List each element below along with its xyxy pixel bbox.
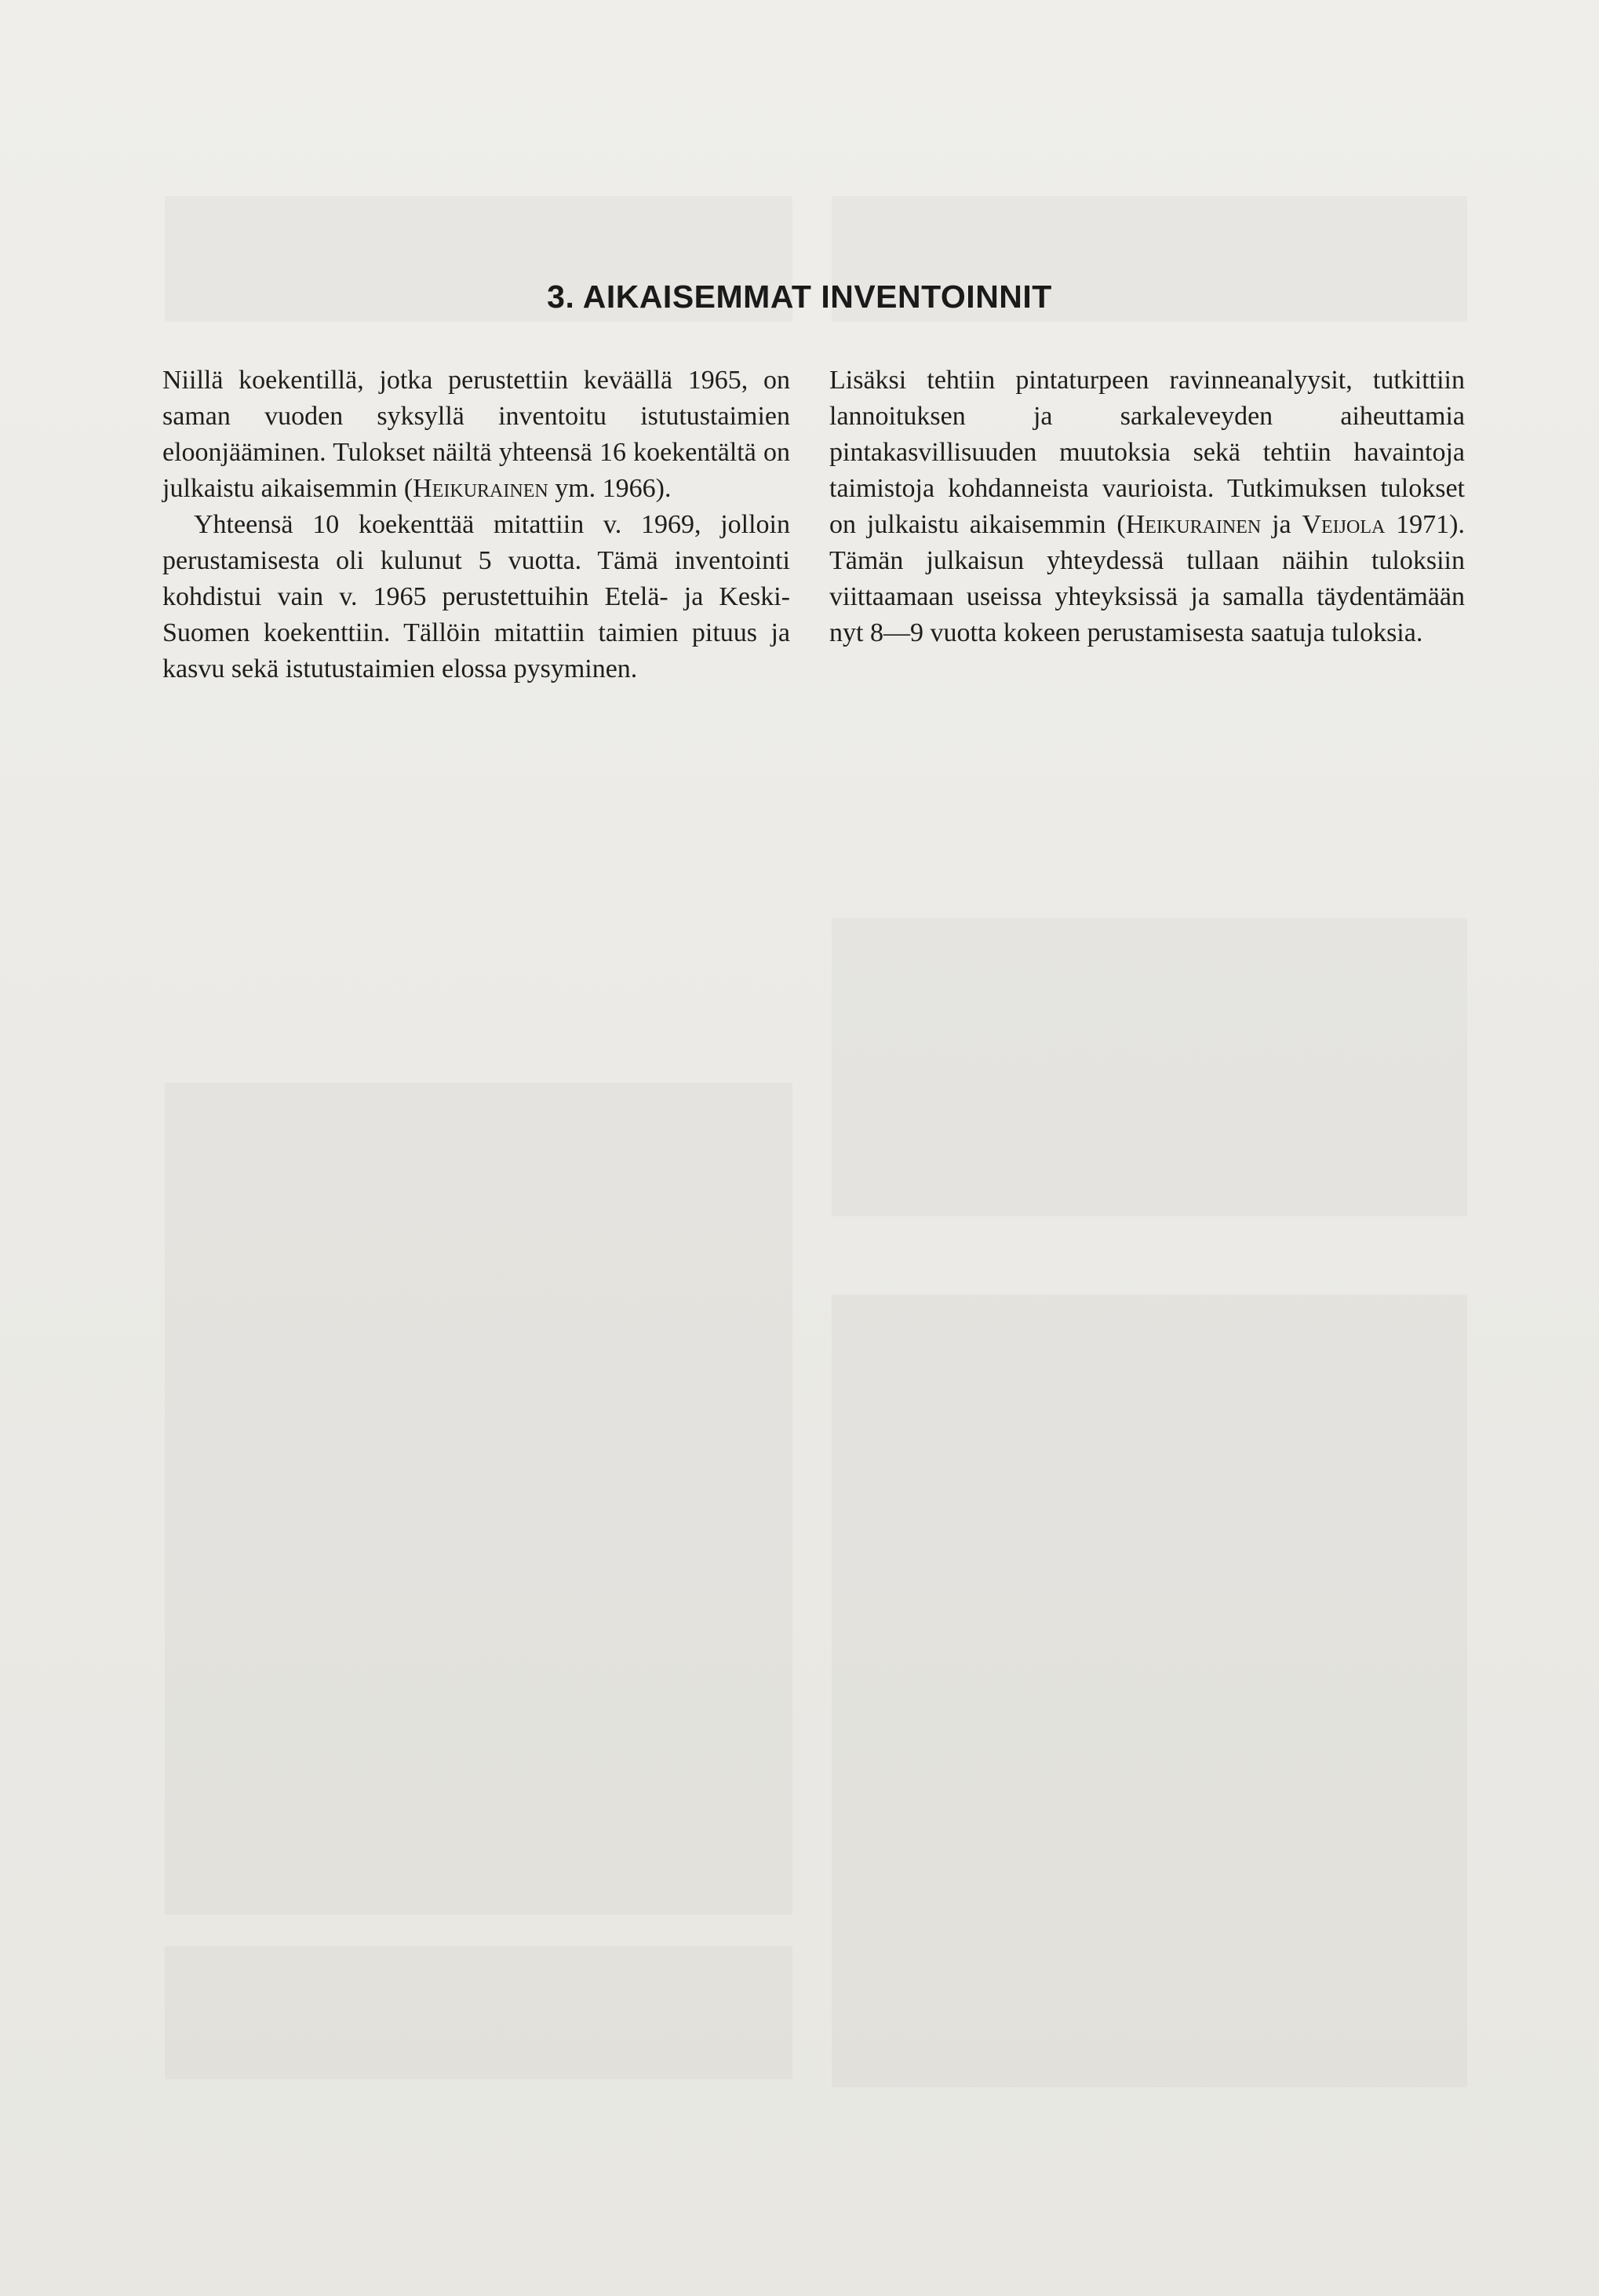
paragraph-text: ja: [1261, 510, 1302, 539]
bleed-through-caption-right: [832, 918, 1467, 1216]
paragraph-inventory-1969: Yhteensä 10 koekenttää mitattiin v. 1969, jolloin perustamisesta oli kulunut 5 vuotta. Tämä inventointi kohdistui vain v. 1965 perustettuihin Etelä- ja Keski-Suomen koekenttiin. Tällöin mitattiin taimien pituus ja kasvu sekä istutustaimien elossa pysyminen.: [162, 510, 790, 683]
author-citation: Heikurainen: [413, 474, 548, 503]
paragraph-text: ym. 1966).: [548, 474, 672, 503]
bleed-through-map: [165, 1083, 792, 1915]
bleed-through-text-lower-right: [832, 1295, 1467, 2087]
paragraph-inventory-1965: [162, 363, 790, 507]
paragraph-text: Lisäksi tehtiin pintaturpeen ravinneanalyysit, tutkittiin lannoituksen ja sarkaleveyden aiheuttamia pintakasvillisuuden muutoksia sekä tehtiin havaintoja taimistoja kohdanneista vaurioista. Tutkimuksen tulokset on julkaistu aikaisemmin (: [829, 366, 1465, 539]
paragraph-text: Niillä koekentillä, jotka perustettiin keväällä 1965, on saman vuoden syksyllä inventoitu istutustaimien eloonjääminen. Tulokset näiltä yhteensä 16 koekentältä on julkaistu aikaisemmin (: [162, 366, 790, 503]
paragraph-additional-studies: [829, 363, 1465, 651]
left-column: [162, 363, 790, 687]
paragraph-text: 1971). Tämän julkaisun yhteydessä tullaan näihin tuloksiin viittaamaan useissa yhteyksissä ja samalla täydentämään nyt 8—9 vuotta kokeen perustamisesta saatuja tuloksia.: [829, 510, 1466, 647]
right-column: [829, 363, 1465, 651]
bleed-through-caption-left: [165, 1946, 792, 2079]
author-citation: Heikurainen: [1125, 510, 1262, 539]
section-title: 3. AIKAISEMMAT INVENTOINNIT: [547, 279, 1052, 315]
author-citation: Veijola: [1302, 510, 1386, 539]
